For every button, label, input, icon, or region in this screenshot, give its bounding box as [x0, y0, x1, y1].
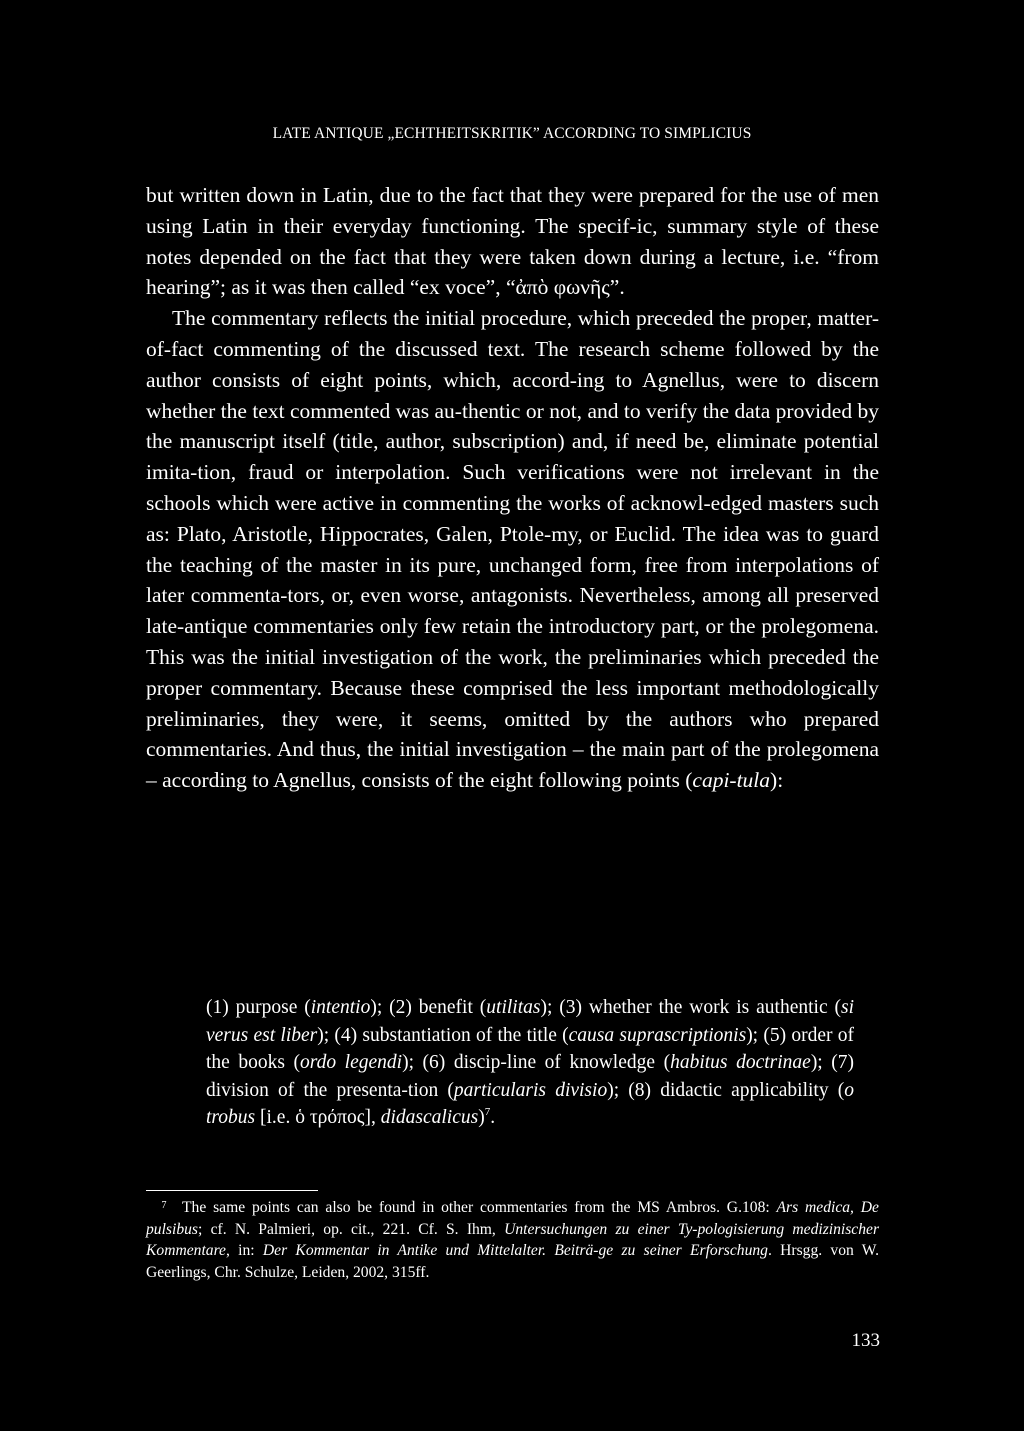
latin-term: o trobus [206, 1079, 855, 1128]
body-text [146, 180, 879, 796]
running-header: LATE ANTIQUE „ECHTHEITSKRITIK” ACCORDING TO SIMPLICIUS [272, 125, 752, 142]
capitula-term: capi-tula [692, 768, 771, 793]
footnote-title: Ars medica, De pulsibus [146, 1199, 879, 1238]
latin-term: intentio [310, 997, 371, 1018]
footnote-text: ; cf. N. Palmieri, op. cit., 221. Cf. S. Ihm, [198, 1220, 505, 1238]
quote-text: ); (2) benefit ( [370, 997, 487, 1018]
latin-term: ordo legendi [300, 1052, 403, 1073]
footnote-mark: 7 [161, 1200, 167, 1211]
quote-text: ); (3) whether the work is authentic ( [540, 997, 841, 1018]
quote-text: ) [478, 1107, 485, 1128]
quote-text: . [490, 1107, 496, 1128]
footnote-text: . Hrsgg. von W. Geerlings, Chr. Schulze, Leiden, 2002, 315ff. [146, 1242, 879, 1281]
latin-term: habitus doctrinae [670, 1052, 811, 1073]
latin-term: utilitas [486, 997, 541, 1018]
footnote [146, 1195, 879, 1283]
latin-term: didascalicus [380, 1107, 479, 1128]
paragraph-2 [146, 303, 879, 796]
paragraph-2-end: ): [770, 768, 784, 793]
quote-text: ); (8) didactic applicability ( [607, 1079, 845, 1101]
quote-text: ); (6) discip-line of knowledge ( [402, 1052, 671, 1073]
footnote-text: The same points can also be found in other commentaries from the MS Ambros. G.108: [182, 1199, 777, 1216]
quote-text: ); (5) order of the books ( [206, 1024, 854, 1073]
footnote-reference[interactable]: 7 [484, 1106, 491, 1118]
latin-term: si verus est liber [206, 997, 855, 1046]
quote-text: [i.e. ὁ τρόπος], [255, 1107, 381, 1128]
quote-text: ); (4) substantiation of the title ( [317, 1024, 569, 1046]
latin-term: causa suprascriptionis [568, 1024, 747, 1046]
latin-term: particularis divisio [453, 1079, 608, 1101]
footnote-title: Untersuchungen zu einer Ty-pologisierung medizinischer Kommentare [146, 1220, 880, 1259]
footnote-text: , in: [225, 1242, 263, 1259]
quote-text: (1) purpose ( [206, 997, 311, 1018]
paragraph-1: but written down in Latin, due to the fact that they were prepared for the use of men using Latin in their everyday functioning. The specif-ic, summary style of these notes depended on the fact that they were taken down during a lecture, i.e. “from hearing”; as it was then called “ex voce”, “ἀπὸ φωνῆς”. [146, 183, 879, 300]
footnote-divider [146, 1190, 318, 1191]
footnote-title: Der Kommentar in Antike und Mittelalter. Beiträ-ge zu seiner Erforschung [262, 1242, 768, 1259]
block-quote-list [206, 994, 854, 1132]
page-number: 133 [851, 1330, 880, 1351]
quote-text: ); (7) division of the presenta-tion ( [206, 1052, 855, 1101]
paragraph-2-text: The commentary reflects the initial procedure, which preceded the proper, matter-of-fact commenting of the discussed text. The research scheme followed by the author consists of eight points, which, accord-ing to Agnellus, were to discern whether the text commented was au-thentic or not, and to verify the data provided by the manuscript itself (title, author, subscription) and, if need be, eliminate potential imita-tion, fraud or interpolation. Such verifications were not irrelevant in the schools which were active in commenting the works of acknowl-edged masters such as: Plato, Aristotle, Hippocrates, Galen, Ptole-my, or Euclid. The idea was to guard the teaching of the master in its pure, unchanged form, free from interpolations of later commenta-tors, or, even worse, antagonists. Nevertheless, among all preserved late-antique commentaries only few retain the introductory part, or the prolegomena. This was the initial investigation of the work, the preliminaries which preceded the proper commentary. Because these comprised the less important methodologically preliminaries, they were, it seems, omitted by the authors who prepared commentaries. And thus, the initial investigation – the main part of the prolegomena – according to Agnellus, consists of the eight following points ( [146, 306, 879, 793]
